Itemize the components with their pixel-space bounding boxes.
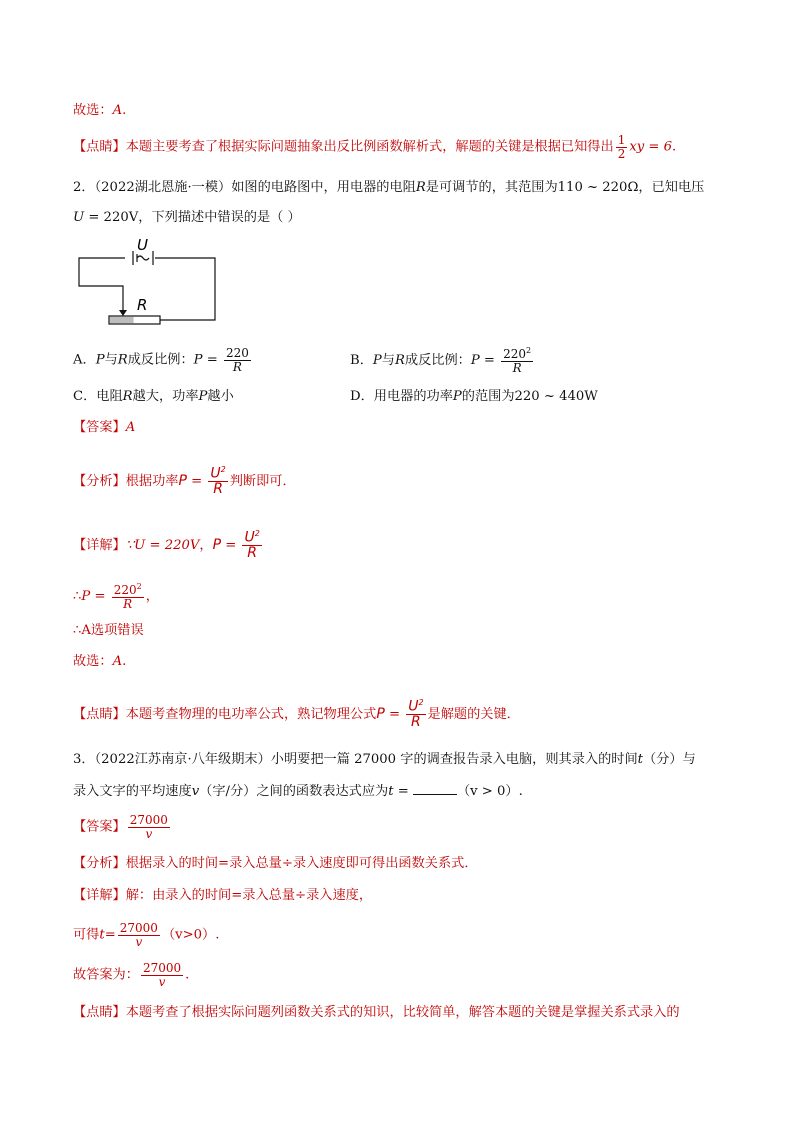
wire-left: [79, 258, 125, 312]
var-p: P: [376, 706, 385, 723]
var-p: P: [193, 352, 203, 368]
fraction-denominator: R: [232, 359, 242, 374]
choose-value: A: [112, 654, 123, 669]
formula-fraction: [242, 530, 261, 561]
fraction-denominator: R: [247, 545, 257, 562]
q3-stem-cond: （v > 0）.: [456, 784, 523, 799]
var-r: R: [122, 389, 133, 404]
derive-prefix: 可得: [73, 927, 100, 943]
answer-value: A: [125, 420, 136, 435]
fraction-numerator: [501, 347, 533, 362]
var-p: P: [452, 389, 462, 404]
q1-comment-line: [73, 134, 676, 160]
answer-tag: 【答案】: [73, 819, 126, 835]
therefore-text: ∴A选项错误: [73, 623, 144, 638]
analysis-text2: 判断即可．: [229, 474, 296, 490]
var-t: t: [99, 927, 105, 943]
option-c-text2: 越大，功率: [132, 389, 199, 404]
fraction-denominator: 2: [617, 146, 626, 161]
analysis-text: 根据录入的时间=录入总量÷录入速度即可得出函数关系式．: [125, 856, 478, 871]
fraction-numerator: 27000: [142, 961, 182, 975]
q2-stem-u: U: [73, 210, 85, 225]
q3-derive-line: [73, 922, 219, 948]
fraction-numerator: 1: [617, 133, 626, 147]
comment-text: 本题考查物理的电功率公式，熟记物理公式: [125, 707, 377, 723]
fraction-denominator: R: [213, 481, 223, 498]
final-fraction: [141, 962, 183, 988]
detail-tag: 【详解】: [73, 538, 126, 554]
option-a-text2: 成反比例：: [127, 352, 194, 368]
comment-text: 本题主要考查了根据实际问题抽象出反比例函数解析式，解题的关键是根据已知得出: [125, 139, 614, 155]
label-r: R: [137, 296, 148, 314]
q3-comment-line: [73, 1003, 680, 1023]
fraction-numerator: $U^2$: [244, 529, 260, 546]
q2-stem-question: ，下列描述中错误的是（ ）: [138, 210, 301, 225]
q3-stem-text2b: （字/分）之间的函数表达式应为: [199, 784, 389, 799]
therefore-end: ，: [145, 589, 159, 605]
fraction-denominator: R: [123, 596, 133, 611]
option-a-prefix: A．: [73, 352, 96, 368]
q2-stem-line2: [73, 208, 301, 228]
q2-therefore2-line: [73, 621, 144, 641]
circuit-diagram: [75, 238, 225, 328]
option-a-text: 与: [104, 352, 118, 368]
var-p: P: [178, 473, 187, 490]
option-c-text: 电阻: [96, 389, 123, 404]
q2-answer-line: [73, 418, 135, 438]
answer-tag: 【答案】: [73, 420, 126, 435]
formula-fraction: [208, 466, 227, 497]
q2-detail-line: 【详解】∵U = 220V，P = $\frac{U^2}{R}$: [73, 529, 260, 562]
option-b[interactable]: B．P与R成反比例：P = $\frac{220^2}{R}$: [350, 346, 532, 375]
q3-analysis-line: [73, 854, 478, 874]
q3-answer-line: [73, 814, 172, 840]
var-p: P: [372, 353, 382, 369]
comment-end: .: [672, 139, 677, 155]
detail-tag: 【详解】: [73, 888, 126, 903]
source-break: [137, 256, 149, 260]
final-end: .: [185, 967, 190, 983]
therefore-symbol: ∴: [73, 589, 82, 605]
q2-stem-r: R: [415, 180, 426, 195]
fraction-numerator: $220^2$: [113, 582, 142, 597]
wire-right: [155, 258, 215, 320]
exponent: 2: [526, 346, 532, 355]
q3-final-line: [73, 962, 189, 988]
var-p: P: [212, 537, 222, 554]
q2-stem-text-c: ，已知电压: [638, 180, 705, 195]
option-b-prefix: B．: [350, 353, 373, 369]
fraction-numerator: $U^2$: [210, 465, 226, 482]
derive-cond: （v>0）.: [161, 927, 220, 943]
numerator-base: 220: [503, 347, 527, 361]
comment-tag: 【点睛】: [73, 1005, 126, 1020]
var-p: P: [198, 389, 208, 404]
q3-stem-text-b: （分）与: [642, 752, 696, 767]
var-p: P: [470, 353, 480, 369]
q3-stem-eq: =: [393, 784, 413, 799]
rheostat-shaded: [110, 317, 134, 324]
option-d-text: 用电器的功率: [373, 389, 453, 404]
fraction-denominator: v: [145, 826, 153, 841]
var-t: t: [637, 752, 643, 767]
q2-stem-line1: [73, 178, 704, 198]
choose-label: 故选：: [73, 103, 113, 118]
q3-stem-text: 3．（2022江苏南京·八年级期末）小明要把一篇 27000 字的调查报告录入电脑，则其录入的时间: [73, 752, 638, 767]
var-p: P: [81, 589, 91, 605]
derive-eq: =: [104, 927, 116, 943]
var-t: t: [388, 784, 394, 799]
fraction-numerator: $U^2$: [408, 698, 424, 715]
choose-end: .: [122, 654, 127, 669]
comment-tag: 【点睛】: [73, 139, 126, 155]
q2-stem-range: 110 ~ 220Ω: [557, 180, 639, 195]
var-r: R: [394, 353, 405, 369]
q2-stem-text: 2．（2022湖北恩施·一模）如图的电路图中，用电器的电阻: [73, 180, 416, 195]
option-c-prefix: C．: [73, 389, 97, 404]
q2-therefore1-line: ∴P = $\frac{220^2}{R}$ ，: [73, 582, 159, 611]
analysis-tag: 【分析】: [73, 474, 126, 490]
option-d-range: 220 ~ 440W: [514, 389, 598, 404]
comment-text2: 是解题的关键．: [427, 707, 520, 723]
var-r: R: [117, 352, 128, 368]
fraction-numerator: 220: [225, 346, 249, 360]
option-b-text: 与: [381, 353, 395, 369]
final-prefix: 故答案为：: [73, 967, 139, 983]
option-c-text3: 越小: [207, 389, 234, 404]
q3-stem-text2: 录入文字的平均速度: [73, 784, 192, 799]
fraction-numerator: 27000: [129, 813, 168, 827]
fraction-denominator: v: [135, 934, 143, 949]
choose-end: .: [122, 103, 127, 118]
analysis-text: 根据功率: [125, 474, 179, 490]
option-b-fraction: [501, 347, 533, 374]
q2-stem-voltage: = 220V: [84, 210, 139, 225]
detail-text: 解：由录入的时间=录入总量÷录入速度，: [125, 888, 373, 903]
q3-stem-line1: [73, 750, 696, 770]
choose-value: A: [112, 103, 123, 118]
detail-comma: ，: [199, 538, 213, 554]
q1-choose-line: [73, 101, 126, 121]
answer-fraction: [128, 814, 170, 840]
q2-choose-line: [73, 652, 126, 672]
var-v: v: [191, 784, 200, 799]
derive-fraction: [118, 922, 160, 948]
fraction: [616, 134, 628, 160]
q2-analysis-line: 【分析】根据功率P = $\frac{U^2}{R}$ 判断即可．: [73, 465, 296, 498]
option-d[interactable]: [350, 387, 598, 407]
option-d-prefix: D．: [350, 389, 374, 404]
label-u: U: [137, 238, 148, 254]
analysis-tag: 【分析】: [73, 856, 126, 871]
q2-comment-line: 【点睛】本题考查物理的电功率公式，熟记物理公式P = $\frac{U^2}{R}$ 是解题的关键．: [73, 698, 520, 731]
result-fraction: [112, 583, 144, 610]
fraction-denominator: R: [411, 714, 421, 731]
comment-expression: xy = 6: [629, 139, 673, 155]
option-b-text2: 成反比例：: [404, 353, 471, 369]
option-c[interactable]: [73, 387, 234, 407]
slider-arrow: [119, 310, 127, 316]
var-p: P: [95, 352, 105, 368]
q3-detail-line: [73, 886, 372, 906]
fraction-denominator: R: [512, 360, 522, 375]
comment-text: 本题考查了根据实际问题列函数关系式的知识，比较简单，解答本题的关键是掌握关系式录入的: [125, 1005, 680, 1020]
answer-blank[interactable]: [413, 780, 457, 795]
detail-text: ∵U = 220V: [125, 538, 200, 554]
formula-fraction: [406, 699, 425, 730]
q2-stem-text-b: 是可调节的，其范围为: [425, 180, 558, 195]
option-d-text2: 的范围为: [461, 389, 515, 404]
option-a[interactable]: A．P与R成反比例：P = $\frac{220}{R}$: [73, 346, 249, 374]
choose-label: 故选：: [73, 654, 113, 669]
fraction-denominator: v: [158, 974, 166, 989]
q3-stem-line2: [73, 780, 523, 802]
option-a-fraction: [224, 347, 251, 373]
comment-tag: 【点睛】: [73, 707, 126, 723]
fraction-numerator: 27000: [119, 921, 158, 935]
